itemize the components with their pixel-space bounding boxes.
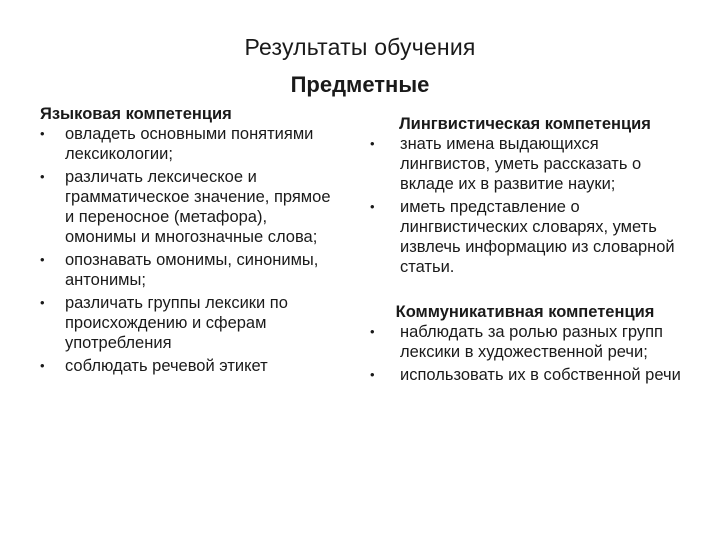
- list-item: [360, 197, 690, 277]
- list-item: [40, 250, 340, 290]
- bullet-icon: •: [40, 358, 45, 373]
- communicative-competence-heading: Коммуникативная компетенция: [395, 303, 655, 321]
- list-item: [40, 167, 340, 247]
- language-competence-heading: Языковая компетенция: [40, 105, 232, 123]
- right-column: [360, 114, 690, 388]
- communicative-competence-list: [360, 322, 690, 385]
- list-item: [40, 356, 340, 376]
- list-item-text: наблюдать за ролью разных групп лексики в художественной речи;: [400, 323, 663, 361]
- list-item-text: использовать их в собственной речи: [400, 366, 681, 384]
- bullet-icon: •: [40, 252, 45, 267]
- list-item-text: различать лексическое и грамматическое значение, прямое и переносное (метафора), омонимы и многозначные слова;: [65, 168, 331, 246]
- list-item-text: соблюдать речевой этикет: [65, 357, 268, 375]
- list-item: [360, 322, 690, 362]
- bullet-icon: •: [40, 126, 45, 141]
- list-item: [360, 134, 690, 194]
- linguistic-competence-list: [360, 134, 690, 277]
- list-item: [40, 124, 340, 164]
- list-item-text: иметь представление о лингвистических словарях, уметь извлечь информацию из словарной статьи.: [400, 198, 675, 276]
- bullet-icon: •: [370, 367, 375, 382]
- slide-title: Результаты обучения: [244, 34, 476, 60]
- bullet-icon: •: [370, 324, 375, 339]
- language-competence-column: [40, 104, 340, 379]
- bullet-icon: •: [370, 136, 375, 151]
- language-competence-list: [40, 124, 340, 376]
- slide-subtitle: Предметные: [290, 72, 430, 97]
- bullet-icon: •: [40, 169, 45, 184]
- list-item: [360, 365, 690, 385]
- list-item-text: знать имена выдающихся лингвистов, уметь рассказать о вкладе их в развитие науки;: [400, 135, 642, 193]
- list-item-text: опознавать омонимы, синонимы, антонимы;: [65, 251, 319, 289]
- bullet-icon: •: [40, 295, 45, 310]
- linguistic-competence-heading: Лингвистическая компетенция: [399, 115, 651, 133]
- list-item-text: различать группы лексики по происхождению и сферам употребления: [65, 294, 288, 352]
- list-item-text: овладеть основными понятиями лексикологии;: [65, 125, 314, 163]
- list-item: [40, 293, 340, 353]
- section-spacer: [360, 280, 690, 302]
- bullet-icon: •: [370, 199, 375, 214]
